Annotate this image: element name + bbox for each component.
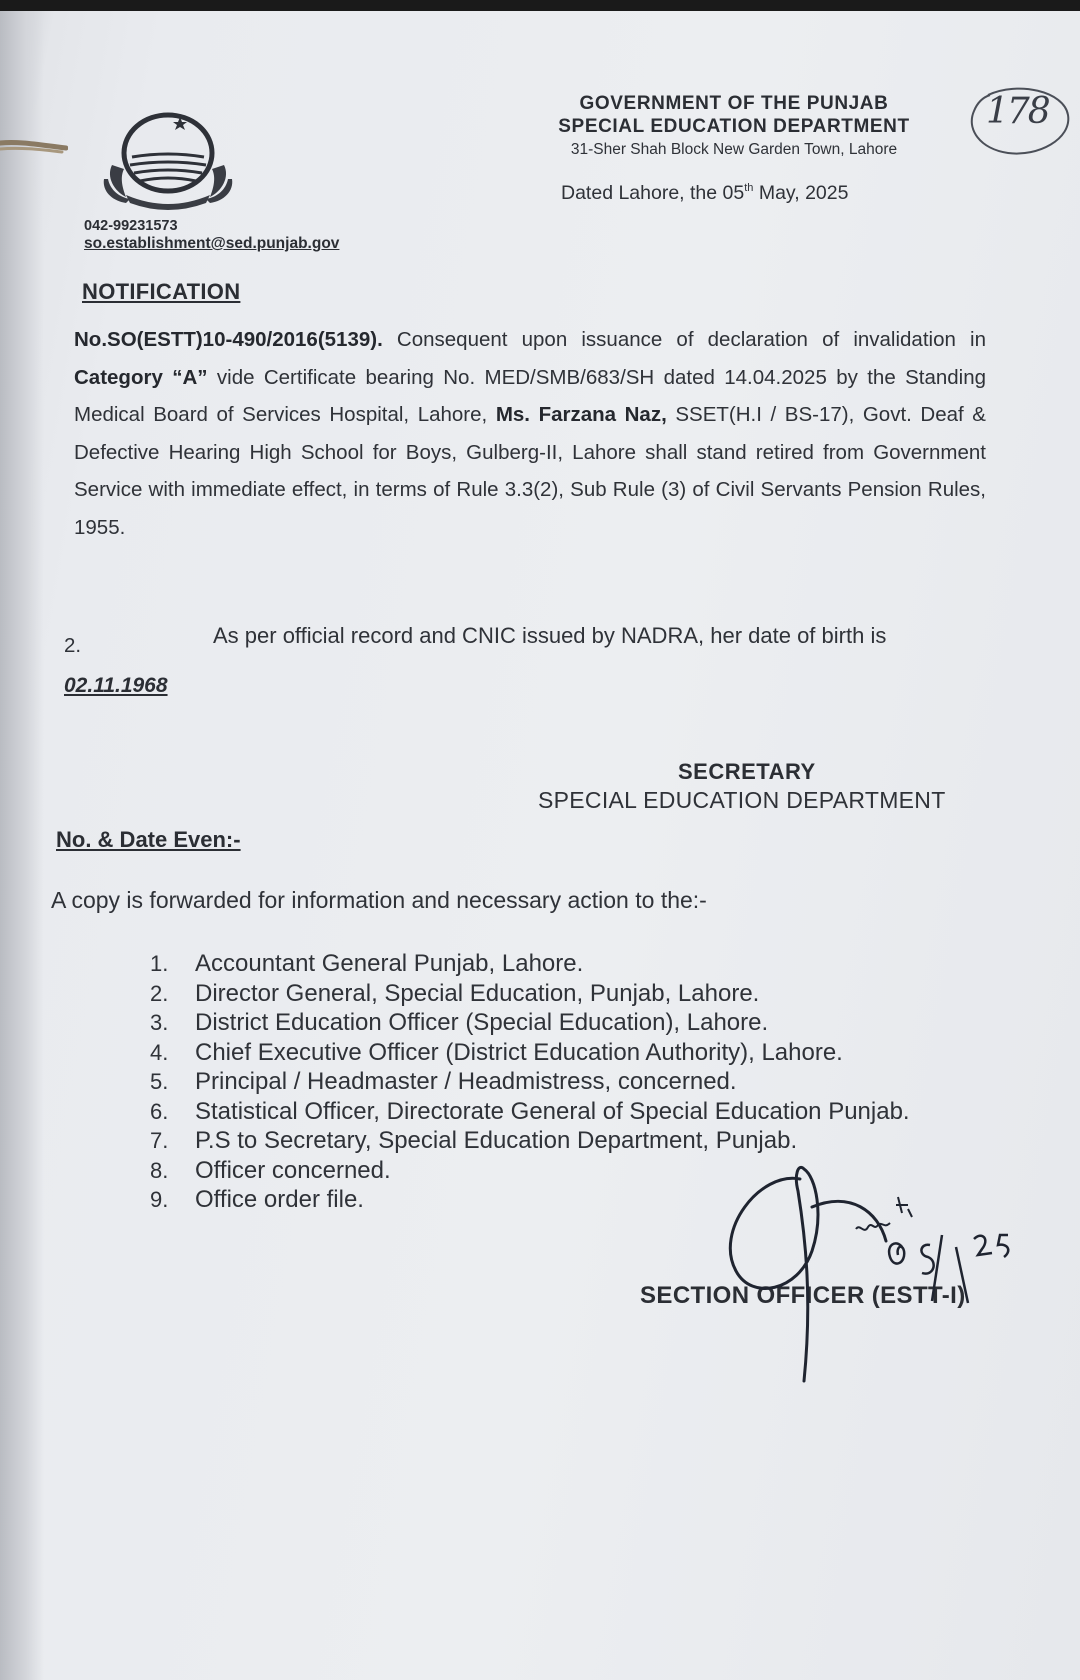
recipient-item bbox=[150, 949, 1010, 979]
document-page bbox=[0, 11, 1080, 1680]
recipient-text: Officer concerned. bbox=[195, 1156, 391, 1184]
signature-date: 6/5/25 bbox=[890, 1277, 894, 1278]
paragraph-2-number: 2. bbox=[64, 634, 82, 657]
date-of-birth: 02.11.1968 bbox=[64, 674, 168, 697]
recipient-text: Accountant General Punjab, Lahore. bbox=[195, 950, 584, 977]
contact-phone: 042-99231573 bbox=[84, 218, 178, 234]
recipient-item bbox=[150, 1008, 1010, 1038]
recipient-number: 3. bbox=[150, 1010, 169, 1035]
recipient-text: Principal / Headmaster / Headmistress, concerned. bbox=[195, 1068, 737, 1095]
category: Category “A” bbox=[74, 365, 208, 389]
recipient-item bbox=[150, 979, 1010, 1009]
handwritten-signature bbox=[720, 1151, 1030, 1391]
recipient-item bbox=[150, 1097, 1010, 1127]
recipient-text: P.S to Secretary, Special Education Department, Punjab. bbox=[195, 1127, 798, 1154]
paper-fold-shadow bbox=[0, 11, 44, 1680]
page-number-stamp bbox=[968, 85, 1072, 165]
recipient-number: 9. bbox=[150, 1187, 169, 1212]
para-text-a: Consequent upon issuance of declaration of invalidation in bbox=[382, 328, 986, 351]
binding-thread bbox=[0, 135, 68, 157]
signatory-department: SPECIAL EDUCATION DEPARTMENT bbox=[538, 787, 946, 813]
recipient-number: 4. bbox=[150, 1039, 169, 1065]
recipient-number: 8. bbox=[150, 1157, 169, 1183]
reference-number: No.SO(ESTT)10-490/2016(5139). bbox=[74, 328, 383, 351]
recipient-item bbox=[150, 1067, 1010, 1097]
date-ordinal: th bbox=[744, 182, 754, 194]
para-text-b: vide Certificate bearing No. MED/SMB/683/SH dated 14.04.2025 by the Standing Medical Board of Services Hospital, Lahore, bbox=[74, 365, 987, 426]
no-date-even-heading: No. & Date Even:- bbox=[56, 827, 241, 852]
employee-name: Ms. Farzana Naz, bbox=[495, 403, 667, 426]
notification-paragraph-1 bbox=[74, 321, 986, 546]
signatory-title: SECRETARY bbox=[678, 759, 816, 784]
date-month-year: May, 2025 bbox=[753, 182, 849, 204]
letterhead bbox=[520, 93, 948, 159]
recipient-number: 2. bbox=[150, 980, 169, 1006]
recipient-number: 6. bbox=[150, 1098, 169, 1124]
stamp-number: 178 bbox=[986, 91, 1049, 132]
paragraph-2-text: As per official record and CNIC issued by NADRA, her date of birth is bbox=[213, 623, 887, 648]
recipient-item bbox=[150, 1038, 1010, 1068]
recipient-text: Director General, Special Education, Punjab, Lahore. bbox=[195, 979, 760, 1007]
section-officer-title: SECTION OFFICER (ESTT-I) bbox=[640, 1282, 966, 1309]
notification-title: NOTIFICATION bbox=[82, 279, 241, 304]
recipient-text: Statistical Officer, Directorate General of Special Education Punjab. bbox=[195, 1097, 910, 1125]
department-name: SPECIAL EDUCATION DEPARTMENT bbox=[558, 116, 910, 137]
recipient-number: 5. bbox=[150, 1069, 169, 1094]
contact-email: so.establishment@sed.punjab.gov bbox=[84, 235, 340, 252]
para-text-c: SSET(H.I / BS-17), Govt. Deaf & Defective Hearing High School for Boys, Gulberg-II, Lahore shall stand retired from Government Service with immediate effect, in terms of Rule 3.3(2), Sub Rule (3) of Civil Servants Pension Rules, 1955. bbox=[74, 403, 986, 539]
recipient-text: Office order file. bbox=[195, 1186, 364, 1213]
date-text: Dated Lahore, the 05 bbox=[561, 182, 745, 204]
document-date bbox=[561, 182, 848, 205]
department-address: 31-Sher Shah Block New Garden Town, Lahore bbox=[570, 141, 898, 158]
punjab-government-logo-icon bbox=[96, 103, 240, 213]
recipient-number: 1. bbox=[150, 951, 169, 976]
recipient-text: Chief Executive Officer (District Education Authority), Lahore. bbox=[195, 1038, 843, 1066]
recipient-text: District Education Officer (Special Education), Lahore. bbox=[195, 1009, 769, 1036]
recipient-number: 7. bbox=[150, 1128, 169, 1153]
org-name: GOVERNMENT OF THE PUNJAB bbox=[579, 93, 889, 114]
forward-intro: A copy is forwarded for information and necessary action to the:- bbox=[51, 887, 707, 913]
